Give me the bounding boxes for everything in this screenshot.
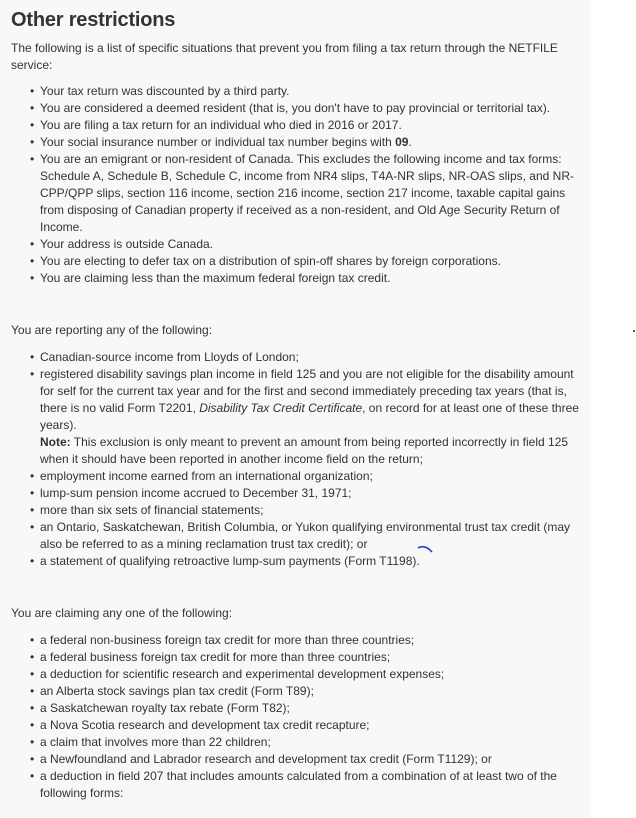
restrictions-list (11, 83, 586, 287)
article (11, 8, 586, 802)
bullet-icon: • (30, 633, 35, 647)
note-label: Note: (40, 435, 71, 449)
list-item: • a Saskatchewan royalty tax rebate (Form T82); (30, 701, 290, 715)
bullet-icon: • (30, 367, 35, 381)
list-item: • a federal non-business foreign tax credit for more than three countries; (30, 633, 415, 647)
list-item: • a Nova Scotia research and development tax credit recapture; (30, 718, 370, 732)
form-title: Disability Tax Credit Certificate (199, 401, 363, 415)
list-item: • You are filing a tax return for an individual who died in 2016 or 2017. (30, 118, 402, 132)
list-item: • You are considered a deemed resident (that is, you don't have to pay provincial or territorial tax). (30, 101, 551, 115)
bullet-icon: • (30, 271, 35, 285)
list-item: • Your address is outside Canada. (30, 237, 214, 251)
bullet-icon: • (30, 237, 35, 251)
bullet-icon: • (30, 520, 35, 534)
list-item: • a deduction for scientific research and experimental development expenses; (30, 667, 445, 681)
bullet-icon: • (30, 503, 35, 517)
section-lead-reporting: You are reporting any of the following: (11, 323, 213, 337)
list-item: • You are electing to defer tax on a distribution of spin-off shares by foreign corporations. (30, 254, 501, 268)
list-item: • a federal business foreign tax credit for more than three countries; (30, 650, 391, 664)
bullet-icon: • (30, 254, 35, 268)
bullet-icon: • (30, 84, 35, 98)
bullet-icon: • (30, 701, 35, 715)
list-item-sin: • Your social insurance number or individual tax number begins with 09. (30, 135, 412, 149)
bullet-icon: • (30, 554, 35, 568)
list-item: • You are claiming less than the maximum federal foreign tax credit. (30, 271, 391, 285)
bullet-icon: • (30, 684, 35, 698)
intro-text: The following is a list of specific situations that prevent you from filing a tax return through the NETFILE service: (11, 41, 558, 72)
bullet-icon: • (30, 135, 35, 149)
bullet-icon: • (30, 769, 35, 783)
bullet-icon: • (30, 152, 35, 166)
bullet-icon: • (30, 350, 35, 364)
list-item: • lump-sum pension income accrued to December 31, 1971; (30, 486, 352, 500)
reporting-list (11, 349, 586, 570)
bullet-icon: • (30, 667, 35, 681)
bullet-icon: • (30, 752, 35, 766)
page-title: Other restrictions (11, 9, 176, 31)
stray-dot (633, 330, 635, 332)
list-item: • a claim that involves more than 22 children; (30, 735, 271, 749)
bullet-icon: • (30, 486, 35, 500)
bullet-icon: • (30, 735, 35, 749)
list-item: • a deduction in field 207 that includes amounts calculated from a combination of at least two of the following forms: (30, 769, 557, 800)
list-item: • a statement of qualifying retroactive lump-sum payments (Form T1198). (30, 554, 420, 568)
bullet-icon: • (30, 718, 35, 732)
bullet-icon: • (30, 101, 35, 115)
list-item-rdsp: • registered disability savings plan income in field 125 and you are not eligible for the disability amount for self for the current tax year and for the first and second immediately preceding tax years (that is, there is no valid Form T2201, Disability Tax Credit Certificate, on record for at least one of these three years). Note: This exclusion is only meant to prevent an amount from being reported incorrectly in field 125 when it should have been reported in another income field on the return; (30, 367, 579, 466)
list-item: • a Newfoundland and Labrador research and development tax credit (Form T1129); or (30, 752, 492, 766)
list-item: • an Ontario, Saskatchewan, British Columbia, or Yukon qualifying environmental trust tax credit (may also be referred to as a mining reclamation trust tax credit); or (30, 520, 571, 551)
claiming-list (11, 632, 586, 802)
list-item: • more than six sets of financial statements; (30, 503, 264, 517)
list-item: • Canadian-source income from Lloyds of London; (30, 350, 299, 364)
bullet-icon: • (30, 650, 35, 664)
list-item: • Your tax return was discounted by a third party. (30, 84, 290, 98)
bullet-icon: • (30, 469, 35, 483)
list-item: • You are an emigrant or non-resident of Canada. This excludes the following income and tax forms: Schedule A, Schedule B, Schedule C, income from NR4 slips, T4A-NR slips, NR-OAS slips, and NR-CPP/QPP slips, section 116 income, section 216 income, section 217 income, taxable capital gains from disposing of Canadian property if received as a non-resident, and Old Age Security Return of Income. (30, 152, 574, 234)
loading-cursor-icon (416, 545, 434, 555)
list-item: • employment income earned from an international organization; (30, 469, 373, 483)
section-lead-claiming: You are claiming any one of the following: (11, 606, 233, 620)
bullet-icon: • (30, 118, 35, 132)
list-item: • an Alberta stock savings plan tax credit (Form T89); (30, 684, 314, 698)
